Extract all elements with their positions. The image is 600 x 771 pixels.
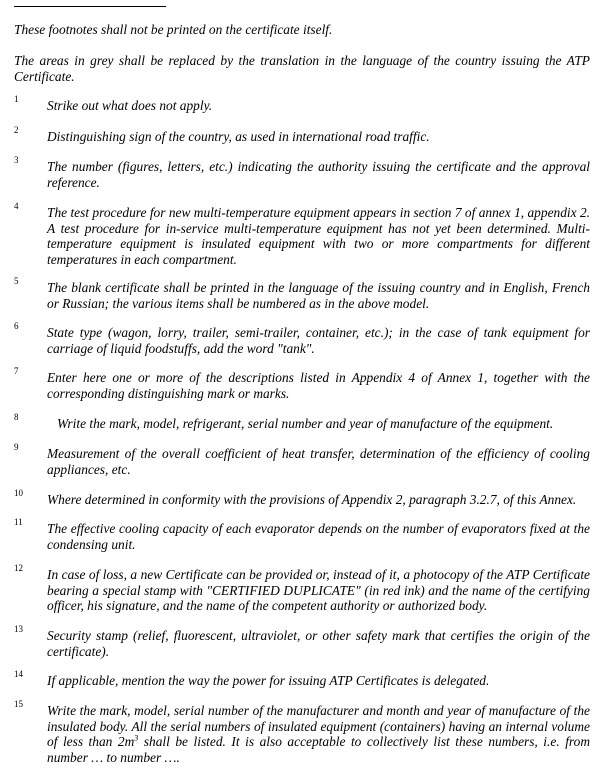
footnote-number: 13 (14, 624, 23, 634)
footnote-text: If applicable, mention the way the power for issuing ATP Certificates is delegated. (47, 673, 490, 688)
footnote-text: Where determined in conformity with the provisions of Appendix 2, paragraph 3.2.7, of this Annex. (47, 492, 577, 507)
footnote-number: 1 (14, 94, 19, 104)
superscript-exponent: 3 (134, 733, 139, 743)
footnote-number: 12 (14, 563, 23, 573)
footnote-text: Enter here one or more of the descriptions listed in Appendix 4 of Annex 1, together with the corresponding distinguishing mark or marks. (47, 370, 590, 401)
footnote-number: 11 (14, 517, 23, 527)
footnote-number: 10 (14, 488, 23, 498)
footnote-number: 2 (14, 125, 19, 135)
footnote-number: 6 (14, 321, 19, 331)
intro-not-printed-note: These footnotes shall not be printed on the certificate itself. (14, 22, 333, 37)
footnote-text (47, 703, 590, 765)
footnote-number: 14 (14, 669, 23, 679)
footnote-text: Write the mark, model, refrigerant, serial number and year of manufacture of the equipment. (57, 416, 554, 431)
footnote-text: State type (wagon, lorry, trailer, semi-trailer, container, etc.); in the case of tank equipment for carriage of liquid foodstuffs, add the word "tank". (47, 325, 590, 356)
footnote-number: 4 (14, 201, 19, 211)
footnote-text-part: Write the mark, model, serial number of the manufacturer and month and year of manufacture of the insulated body. All the serial numbers of insulated equipment (containers) having an internal volume of less than 2m (47, 703, 590, 749)
footnote-number: 7 (14, 366, 19, 376)
footnote-text: Distinguishing sign of the country, as used in international road traffic. (47, 129, 430, 144)
footnote-text: The test procedure for new multi-temperature equipment appears in section 7 of annex 1, appendix 2. A test procedure for in-service multi-temperature equipment has not yet been determined. Multi-temperature equipment is insulated equipment with two or more compartments for different temperatures in each compartment. (47, 205, 590, 267)
footnote-number: 3 (14, 155, 19, 165)
footnote-separator-line (14, 6, 166, 7)
footnote-number: 8 (14, 412, 19, 422)
footnote-text: In case of loss, a new Certificate can be provided or, instead of it, a photocopy of the ATP Certificate bearing a special stamp with "CERTIFIED DUPLICATE" (in red ink) and the name of the certifying officer, his signature, and the name of the competent authority or authorized body. (47, 567, 590, 613)
footnote-number: 9 (14, 442, 19, 452)
footnote-number: 15 (14, 699, 23, 709)
footnote-text: Strike out what does not apply. (47, 98, 213, 113)
footnote-text: Security stamp (relief, fluorescent, ultraviolet, or other safety mark that certifies the origin of the certificate). (47, 628, 590, 659)
intro-grey-areas-note: The areas in grey shall be replaced by the translation in the language of the country issuing the ATP Certificate. (14, 53, 590, 84)
footnote-text: Measurement of the overall coefficient of heat transfer, determination of the efficiency of cooling appliances, etc. (47, 446, 590, 477)
footnote-number: 5 (14, 276, 19, 286)
footnote-text: The number (figures, letters, etc.) indicating the authority issuing the certificate and the approval reference. (47, 159, 590, 190)
footnote-text: The effective cooling capacity of each evaporator depends on the number of evaporators fixed at the condensing unit. (47, 521, 590, 552)
footnote-text: The blank certificate shall be printed in the language of the issuing country and in English, French or Russian; the various items shall be numbered as in the above model. (47, 280, 590, 311)
footnote-text-part: shall be listed. It is also acceptable to collectively list these numbers, i.e. from number … to number …. (47, 734, 590, 765)
